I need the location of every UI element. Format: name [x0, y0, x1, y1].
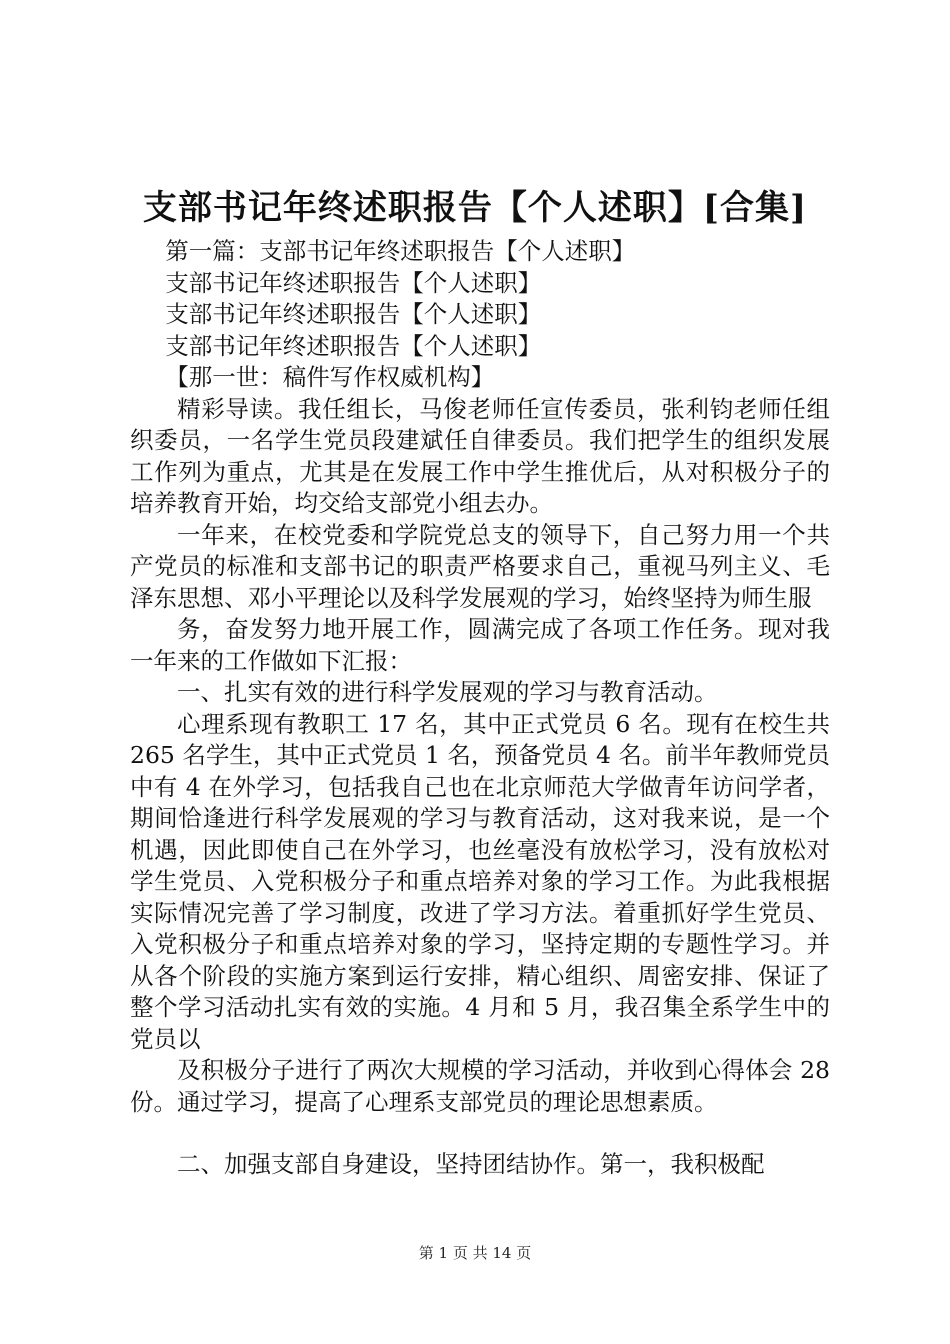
paragraph-source-note: 【那一世：稿件写作权威机构】 — [165, 363, 495, 391]
paragraph-year-summary: 一年来，在校党委和学院党总支的领导下，自己努力用一个共产党员的标准和支部书记的职责严格要求自己，重视马列主义、毛泽东思想、邓小平理论以及科学发展观的学习，始终坚持为师生服 — [130, 520, 830, 612]
paragraph-gap — [130, 1118, 830, 1149]
paragraph-subtitle-1: 支部书记年终述职报告【个人述职】 — [165, 268, 542, 297]
paragraph-section-1-heading: 一、扎实有效的进行科学发展观的学习与教育活动。 — [177, 678, 718, 706]
paragraph-section-2-heading: 二、加强支部自身建设，坚持团结协作。第一，我积极配 — [177, 1150, 765, 1178]
paragraph-section-1-continued: 及积极分子进行了两次大规模的学习活动，并收到心得体会 28 份。通过学习，提高了心理系支部党员的理论思想素质。 — [130, 1056, 830, 1116]
paragraph-subtitle-2: 支部书记年终述职报告【个人述职】 — [165, 300, 542, 328]
page-footer: 第 1 页 共 14 页 — [418, 1244, 532, 1262]
paragraph-subtitle-3: 支部书记年终述职报告【个人述职】 — [165, 331, 542, 360]
paragraph-section-1-body: 心理系现有教职工 17 名，其中正式党员 6 名。现有在校生共 265 名学生，其中正式党员 1 名，预备党员 4 名。前半年教师党员中有 4 在外学习，包括我自己也在北京师范大学做青年访问学者，期间恰逢进行科学发展观的学习与教育活动，这对我来说，是一个机遇，因此即使自己在外学习，也丝毫没有放松学习，没有放松对学生党员、入党积极分子和重点培养对象的学习工作。为此我根据实际情况完善了学习制度，改进了学习方法。着重抓好学生党员、入党积极分子和重点培养对象的学习，坚持定期的专题性学习。并从各个阶段的实施方案到运行安排，精心组织、周密安排、保证了整个学习活动扎实有效的实施。4 月和 5 月，我召集全系学生中的党员以 — [130, 709, 830, 1053]
paragraph-first-article-heading: 第一篇：支部书记年终述职报告【个人述职】 — [165, 237, 636, 265]
document-title: 支部书记年终述职报告【个人述职】[合集] — [142, 188, 808, 228]
paragraph-intro: 精彩导读。我任组长，马俊老师任宣传委员，张利钧老师任组织委员，一名学生党员段建斌任自律委员。我们把学生的组织发展工作列为重点，尤其是在发展工作中学生推优后，从对积极分子的培养教育开始，均交给支部党小组去办。 — [130, 394, 830, 517]
paragraph-work-report: 务，奋发努力地开展工作，圆满完成了各项工作任务。现对我一年来的工作做如下汇报： — [130, 615, 830, 675]
document-body — [130, 236, 830, 1181]
